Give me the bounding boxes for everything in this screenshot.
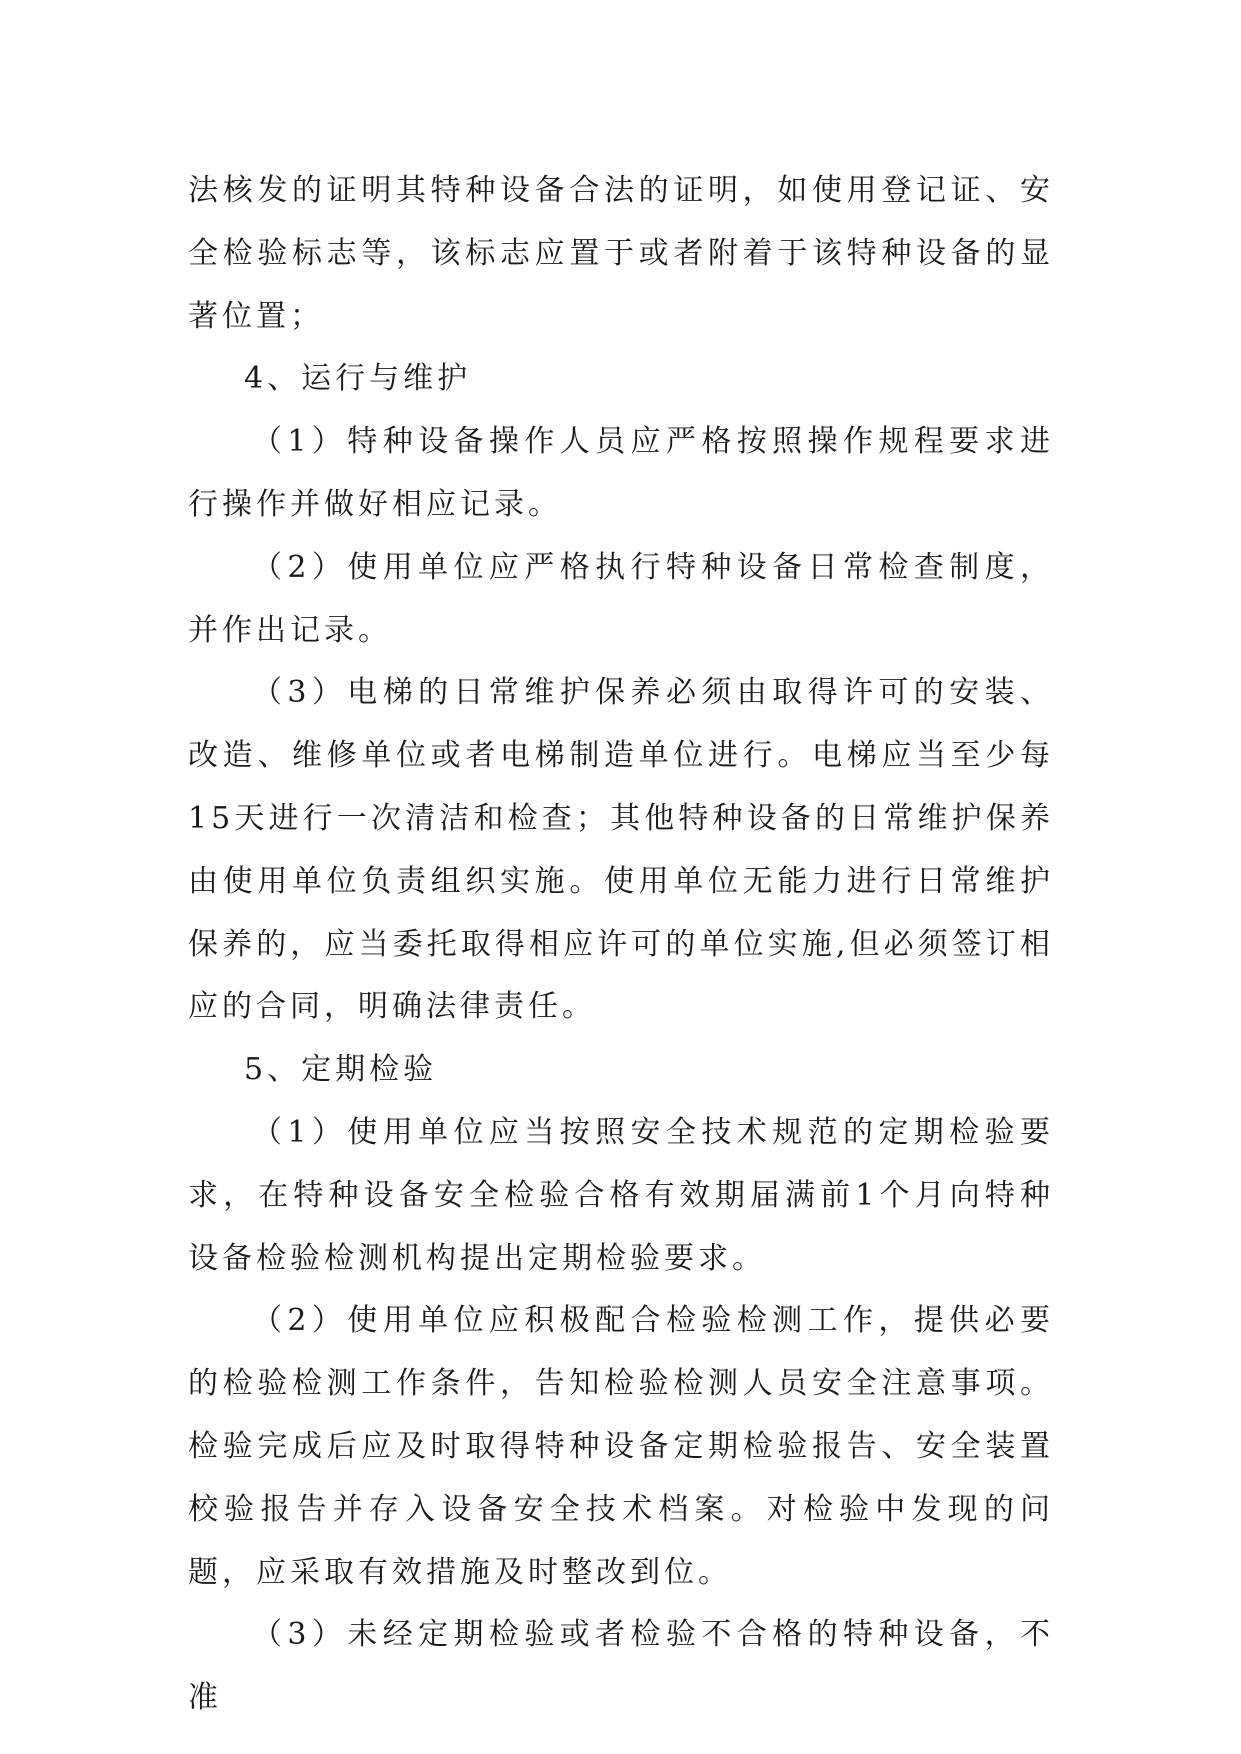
- paragraph-4-2: （2）使用单位应严格执行特种设备日常检查制度，并作出记录。: [188, 549, 1054, 648]
- paragraph-4-1: （1）特种设备操作人员应严格按照操作规程要求进行操作并做好相应记录。: [188, 424, 1054, 522]
- document-body: [188, 160, 1054, 1730]
- paragraph-4-3: （3）电梯的日常维护保养必须由取得许可的安装、改造、维修单位或者电梯制造单位进行。电梯应当至少每15天进行一次清洁和检查；其他特种设备的日常维护保养由使用单位负责组织实施。使用单位无能力进行日常维护保养的，应当委托取得相应许可的单位实施,但必须签订相应的合同，明确法律责任。: [188, 675, 1054, 1025]
- section-heading-operation-maintenance: 4、运行与维护: [244, 361, 472, 397]
- paragraph-5-3: （3）未经定期检验或者检验不合格的特种设备，不准: [188, 1617, 1054, 1716]
- paragraph-5-1: （1）使用单位应当按照安全技术规范的定期检验要求，在特种设备安全检验合格有效期届满前1个月向特种设备检验检测机构提出定期检验要求。: [188, 1114, 1054, 1276]
- paragraph-5-2: （2）使用单位应积极配合检验检测工作，提供必要的检验检测工作条件，告知检验检测人员安全注意事项。检验完成后应及时取得特种设备定期检验报告、安全装置校验报告并存入设备安全技术档案。对检验中发现的问题，应采取有效措施及时整改到位。: [188, 1303, 1054, 1590]
- section-heading-periodic-inspection: 5、定期检验: [244, 1052, 438, 1088]
- paragraph-continued: 法核发的证明其特种设备合法的证明，如使用登记证、安全检验标志等，该标志应置于或者附着于该特种设备的显著位置；: [188, 173, 1054, 334]
